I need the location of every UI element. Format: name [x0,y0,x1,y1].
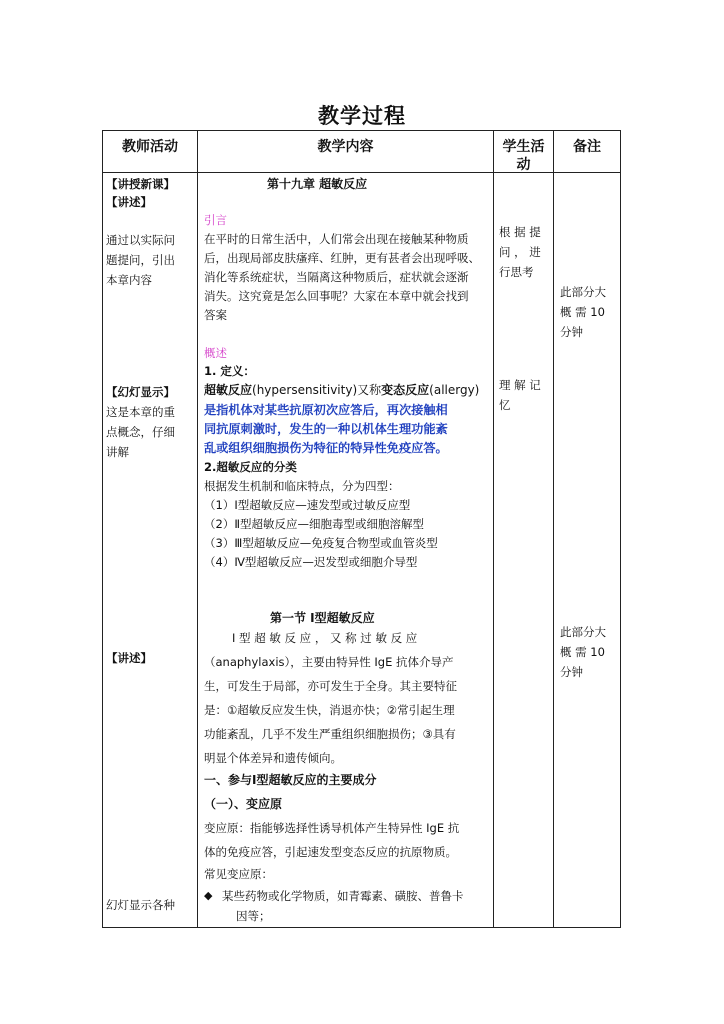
slide-note-line: 讲解 [106,445,129,459]
intro-paragraph-line: 消失。这究竟是怎么回事呢？大家在本章中就会找到 [204,289,469,303]
table-left-border [102,130,103,928]
slide-various-note: 幻灯显示各种 [106,898,175,912]
header-student-activity-line1: 学生活 [502,139,545,155]
slide-note-line: 点概念，仔细 [106,425,175,439]
allergen-line: 常见变应原： [204,867,273,881]
new-lesson-label: 【讲授新课】 [106,177,175,191]
remark-line: 概 需 10 [560,305,605,319]
header-remarks: 备注 [573,139,601,155]
page-title: 教学过程 [318,104,406,128]
col-divider-3 [553,130,554,928]
lecture-label: 【讲述】 [106,195,152,209]
section-paragraph-line: 是：①超敏反应发生快，消退亦快；②常引起生理 [204,703,455,717]
bullet-item-line: 因等； [236,909,271,923]
remark-line: 分钟 [560,665,583,679]
definition-heading: 1. 定义： [204,364,255,378]
section-title: 第一节 Ⅰ型超敏反应 [270,611,375,625]
definition-line: 是指机体对某些抗原初次应答后，再次接触相 [204,403,448,417]
term-hypersensitivity-en: (hypersensitivity)又称 [252,383,382,397]
remark-line: 概 需 10 [560,645,605,659]
diamond-bullet-icon: ◆ [204,889,213,902]
table-top-border [102,130,621,131]
remark-line: 分钟 [560,325,583,339]
definition-line: 同抗原刺激时，发生的一种以机体生理功能紊 [204,422,448,436]
section-paragraph-line: 明显个体差异和遗传倾向。 [204,751,342,765]
intro-note-line: 通过以实际问 [106,233,175,247]
lecture-label: 【讲述】 [106,651,152,665]
chapter-title: 第十九章 超敏反应 [267,177,368,191]
student-think-line: 问 ， 进 [499,245,541,259]
classification-item: （1）Ⅰ型超敏反应—速发型或过敏反应型 [204,498,411,512]
slide-note-line: 这是本章的重 [106,405,175,419]
bullet-item-line: 某些药物或化学物质，如青霉素、磺胺、普鲁卡 [222,889,464,903]
student-memo-line: 忆 [499,398,511,412]
section-paragraph-line: Ⅰ 型 超 敏 反 应 ， 又 称 过 敏 反 应 [232,631,418,645]
student-memo-line: 理 解 记 [499,378,541,392]
remark-line: 此部分大 [560,285,606,299]
section-paragraph-line: 功能紊乱，几乎不发生严重组织细胞损伤；③具有 [204,727,456,741]
table-bottom-border [102,927,621,928]
intro-paragraph-line: 在平时的日常生活中，人们常会出现在接触某种物质 [204,232,469,246]
term-allergy: 变态反应 [381,383,430,397]
term-hypersensitivity: 超敏反应 [204,383,253,397]
classification-item: （2）Ⅱ型超敏反应—细胞毒型或细胞溶解型 [204,517,424,531]
col-divider-2 [493,130,494,928]
intro-paragraph-line: 消化等系统症状，当隔离这种物质后，症状就会逐渐 [204,270,469,284]
col-divider-1 [197,130,198,928]
header-student-activity-line2: 动 [516,157,531,173]
intro-note-line: 本章内容 [106,273,152,287]
components-heading: 一、参与Ⅰ型超敏反应的主要成分 [204,773,377,787]
classification-intro: 根据发生机制和临床特点，分为四型： [204,479,400,493]
intro-heading: 引言 [204,213,227,227]
intro-note-line: 题提问，引出 [106,253,175,267]
term-allergy-en: (allergy) [429,383,480,397]
header-teacher-activity: 教师活动 [122,139,178,155]
allergen-line: 体的免疫应答，引起速发型变态反应的抗原物质。 [204,845,457,859]
intro-paragraph-line: 答案 [204,308,227,322]
header-teaching-content: 教学内容 [317,139,374,155]
classification-heading: 2.超敏反应的分类 [204,460,297,474]
definition-line: 乱或组织细胞损伤为特征的特异性免疫应答。 [204,441,448,455]
table-right-border [620,130,621,928]
remark-line: 此部分大 [560,625,606,639]
classification-item: （3）Ⅲ型超敏反应—免疫复合物型或血管炎型 [204,536,438,550]
student-think-line: 根 据 提 [499,225,541,239]
section-paragraph-line: 生，可发生于局部，亦可发生于全身。其主要特征 [204,679,457,693]
allergen-line: 变应原：指能够选择性诱导机体产生特异性 IgE 抗 [204,821,460,835]
slide-label: 【幻灯显示】 [106,385,175,399]
allergen-heading: （一）、变应原 [204,797,283,811]
student-think-line: 行思考 [499,265,534,279]
intro-paragraph-line: 后，出现局部皮肤瘙痒、红肿，更有甚者会出现呼吸、 [204,251,480,265]
definition-terms-line [204,380,479,400]
overview-heading: 概述 [204,346,227,360]
classification-item: （4）Ⅳ型超敏反应—迟发型或细胞介导型 [204,555,418,569]
section-paragraph-line: （anaphylaxis），主要由特异性 IgE 抗体介导产 [204,655,454,669]
